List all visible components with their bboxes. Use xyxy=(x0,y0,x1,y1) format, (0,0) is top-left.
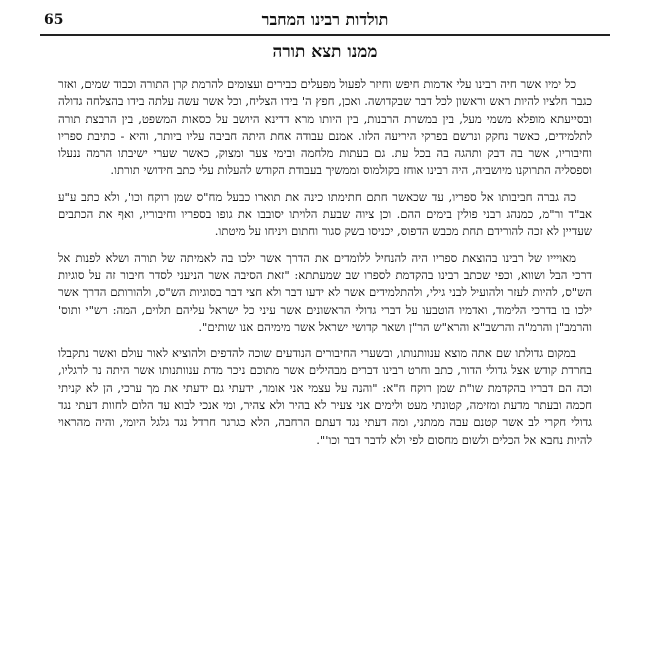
running-header-title: תולדות רבינו המחבר xyxy=(261,10,389,29)
section-title: ממנו תצא תורה xyxy=(272,42,378,62)
paragraph: כה גברה חביבותו אל ספריו, עד שכאשר חתם חתימתו כינה את תוארו כבעל מח"ס שמן רוקח וכו', ולא כתב ע"ע אב"ד ור"מ, כמנהג רבני פולין בימים ההם. וכן ציוה שבעת הלויתו יסובבו את גופו בספריו וחיבוריו, ואף את הכתבים שעדיין לא זכה להורידם תחת מכבש הדפוס, יכניסו בשק סגור וחתום ויניחו על מיטתו. xyxy=(58,189,592,239)
body-text xyxy=(58,76,592,644)
page-number: 65 xyxy=(44,12,64,28)
paragraph: כל ימיו אשר חיה רבינו עלי אדמות חיפש וחיזר לפעול מפעלים כבירים ועצומים להרמת קרן התורה וכבוד שמים, ואזר כגבר חלציו להיות ראש וראשון לכל דבר שבקדושה. ואכן, חפץ ה' בידו הצליח, וכל אשר עשה עלתה בידו בהצלחה גדולה ובסייעתא מופלא משמי מעל, בין במשרת הרבנות, בין היותו מרא דדינא היושב על כסאות המשפט, בין הרבצת תורה לתלמידים, כאשר נחקק ונרשם בפרקי היריעה הלזו. אמנם עבודה אחת היתה חביבה עליו ביותר, והיא - כתיבת ספריו וחיבוריו, אשר בה דבק ותהגה בה בכל עת. גם בעתות מלחמה ובימי צער ומצוק, כאשר שערי ישיבתו הרמה ננעלו וספסליה התרוקנו מיושביה, היה רבינו אוחז בקולמוס וממשיך בעבודת הקודש להעלות עלי כתב חידושי תורתו. xyxy=(58,77,592,178)
paragraph: במקום גדולתו שם אתה מוצא ענוותנותו, ובשערי החיבורים הנודעים שוכה להדפים ולהוציא לאור עולם ואשר נתקבלו בחרדת קודש אצל גדולי הדור, כתב וחרט רבינו דברים מבהילים אשר מתוכם ניכר מדת ענוותנותו אשר היתה נר לרגליו, וכה הם דבריו בהקדמת שו"ת שמן רוקח ח"א: "והנה על עצמי אני אומר, ידעתי גם ידעתי את מך ערכי, הן לא קניתי חכמה ובעתר מדעת ומזימה, קטונתי מעט ולימים אני צעיר לא בהיר ולא צהיר, ומי אנכי לבוא עד הלום לחוות דעתי נגד גדולי חקרי לב אשר קטנם עבה ממתני, ומה דעתי נגד דעתם הרחבה, הלא כגרגר חרדל נגד גלגל היומי, והיה מהראוי להיות נחבא אל הכלים ולשום מחסום לפי ולא לדבר דבר וכו'". xyxy=(58,346,592,447)
running-header xyxy=(40,8,610,36)
paragraph: מאויייו של רבינו בהוצאת ספריו היה להנחיל ללומדים את הדרך אשר ילכו בה לאמיתה של תורה ושלא לפנות אל דרכי הבל ושווא, וכפי שכתב רבינו בהקדמת לספרו שב שמעתתא: "זאת הסיבה אשר הניעני לסדר חיבור זה על סוגיות הש"ס, להיות לעזר ולהועיל לבני גילי, ולהתלמידים אשר לא ידעו דבר ולא חצי דבר בסוגיות הש"ס, ולהורותם הדרך אשר ילכו בו בדרכי הלימוד, ואדמיו הוטבעו על דברי גדולי הראשונים אשר עיני כל ישראל עליהם תלוים, המה: רש"י ותוס' והרמב"ן והרמ"ה והרשב"א והרא"ש הר"ן ושאר קדושי ישראל אשר מימיהם אנו שותים". xyxy=(58,250,592,334)
